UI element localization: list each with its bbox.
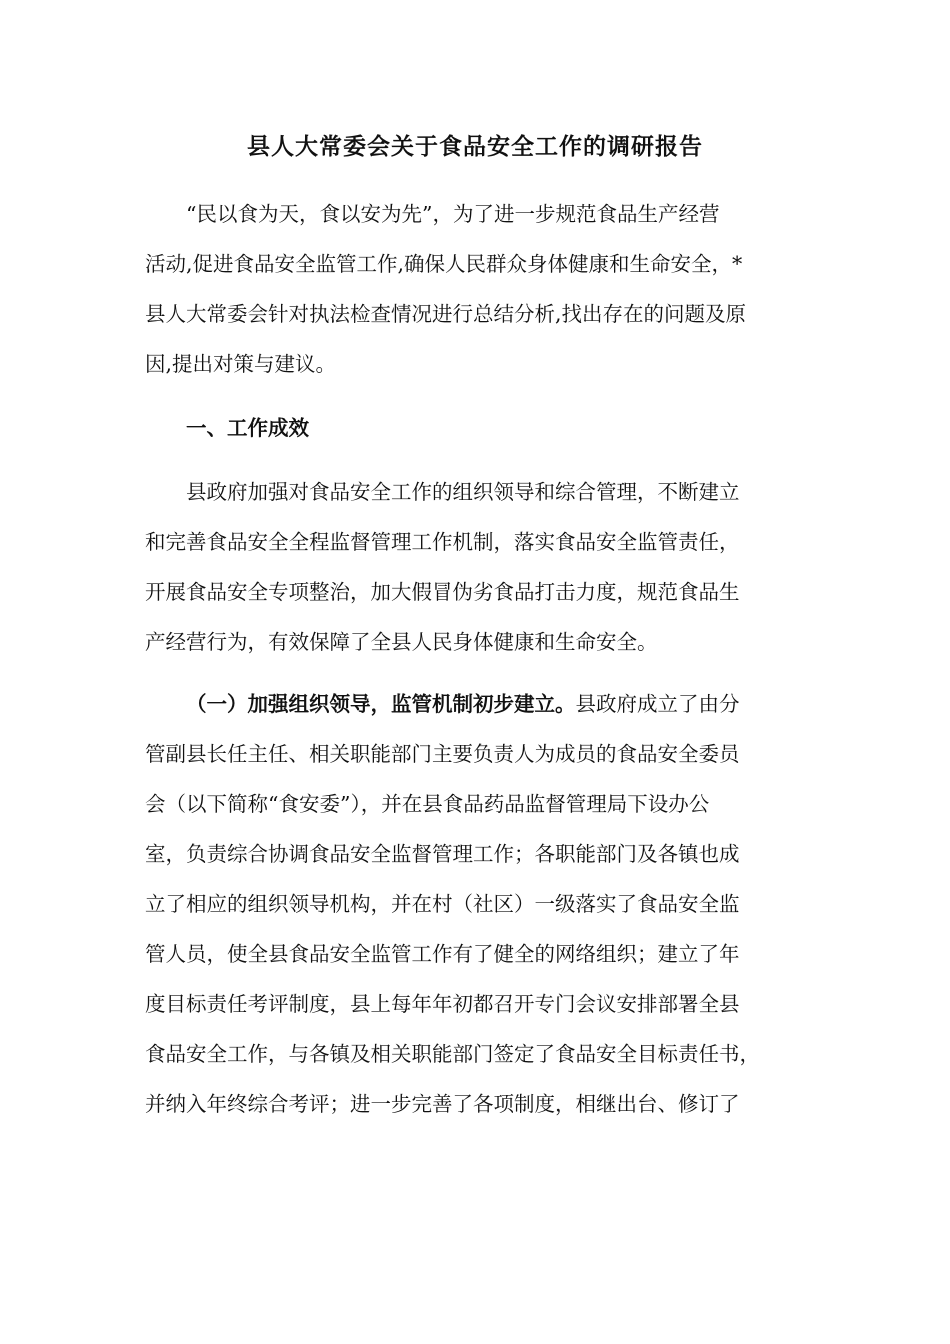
- sub1-line-9: 并纳入年终综合考评；进一步完善了各项制度，相继出台、修订了: [145, 1092, 740, 1116]
- intro-line-2: 活动,促进食品安全监管工作,确保人民群众身体健康和生命安全，*: [145, 252, 743, 276]
- intro-line-3: 县人大常委会针对执法检查情况进行总结分析,找出存在的问题及原: [145, 302, 747, 326]
- sub1-bold-heading: （一）加强组织领导，监管机制初步建立。: [186, 692, 576, 716]
- document-title: 县人大常委会关于食品安全工作的调研报告: [247, 133, 703, 160]
- sub1-line-1: [186, 690, 740, 718]
- sub1-first-rest: 县政府成立了由分: [575, 692, 740, 716]
- section-heading-1: 一、工作成效: [186, 416, 309, 440]
- intro-line-4: 因,提出对策与建议。: [145, 352, 337, 376]
- section1-line-3: 开展食品安全专项整治，加大假冒伪劣食品打击力度，规范食品生: [145, 580, 740, 604]
- sub1-line-8: 食品安全工作，与各镇及相关职能部门签定了食品安全目标责任书，: [145, 1042, 760, 1066]
- sub1-line-2: 管副县长任主任、相关职能部门主要负责人为成员的食品安全委员: [145, 742, 740, 766]
- section1-line-2: 和完善食品安全全程监督管理工作机制，落实食品安全监管责任，: [145, 530, 740, 554]
- sub1-line-6: 管人员，使全县食品安全监管工作有了健全的网络组织；建立了年: [145, 942, 740, 966]
- sub1-line-5: 立了相应的组织领导机构，并在村（社区）一级落实了食品安全监: [145, 892, 740, 916]
- section1-line-1: 县政府加强对食品安全工作的组织领导和综合管理，不断建立: [186, 480, 740, 504]
- sub1-line-3: 会（以下简称“食安委”），并在县食品药品监督管理局下设办公: [145, 792, 710, 816]
- sub1-line-4: 室，负责综合协调食品安全监督管理工作；各职能部门及各镇也成: [145, 842, 740, 866]
- sub1-line-7: 度目标责任考评制度，县上每年年初都召开专门会议安排部署全县: [145, 992, 740, 1016]
- intro-line-1: “民以食为天，食以安为先”，为了进一步规范食品生产经营: [186, 202, 720, 226]
- section1-line-4: 产经营行为，有效保障了全县人民身体健康和生命安全。: [145, 630, 658, 654]
